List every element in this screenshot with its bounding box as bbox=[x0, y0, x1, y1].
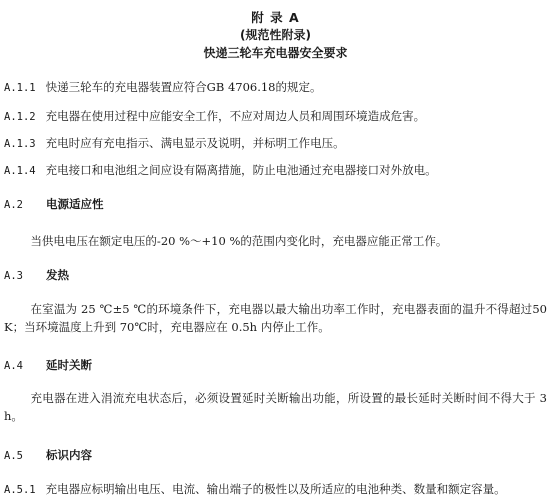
section-heading-a-3 bbox=[4, 267, 547, 284]
clause-a-5-1 bbox=[4, 481, 547, 498]
clause-number: A.1.1 bbox=[4, 82, 36, 94]
clause-a-1-2 bbox=[4, 108, 547, 125]
clause-a-1-1 bbox=[4, 79, 547, 96]
section-paragraph-a-4: 充电器在进入涓流充电状态后，必须设置延时关断输出功能，所设置的最长延时关断时间不得大于 3 h。 bbox=[4, 391, 547, 423]
clause-text: 快递三轮车的充电器装置应符合GB 4706.18的规定。 bbox=[45, 80, 322, 94]
clause-text: 充电时应有充电指示、满电显示及说明，并标明工作电压。 bbox=[45, 136, 345, 150]
clause-text: 充电器应标明输出电压、电流、输出端子的极性以及所适应的电池种类、数量和额定容量。 bbox=[45, 482, 506, 496]
appendix-title: 附 录 A bbox=[251, 10, 300, 25]
section-number: A.4 bbox=[4, 360, 23, 372]
section-title: 延时关断 bbox=[46, 358, 93, 372]
section-title: 发热 bbox=[46, 268, 70, 282]
section-title: 电源适应性 bbox=[46, 197, 104, 211]
section-paragraph-a-2: 当供电电压在额定电压的-20 %～+10 %的范围内变化时，充电器应能正常工作。 bbox=[30, 234, 448, 248]
section-heading-a-4 bbox=[4, 357, 547, 374]
section-paragraph-a-3: 在室温为 25 ℃±5 ℃的环境条件下，充电器以最大输出功率工作时，充电器表面的温升不得超过50K；当环境温度上升到 70℃时，充电器应在 0.5h 内停止工作。 bbox=[4, 302, 547, 334]
clause-number: A.1.2 bbox=[4, 111, 36, 123]
clause-number: A.5.1 bbox=[4, 484, 36, 496]
clause-a-1-3 bbox=[4, 135, 547, 152]
clause-number: A.1.3 bbox=[4, 138, 36, 150]
clause-number: A.1.4 bbox=[4, 165, 36, 177]
section-heading-a-2 bbox=[4, 196, 547, 213]
section-title: 标识内容 bbox=[46, 448, 93, 462]
appendix-type: (规范性附录) bbox=[240, 28, 311, 42]
section-heading-a-5 bbox=[4, 447, 547, 464]
clause-a-1-4 bbox=[4, 162, 547, 179]
clause-text: 充电接口和电池组之间应设有隔离措施，防止电池通过充电器接口对外放电。 bbox=[45, 163, 437, 177]
appendix-subtitle: 快递三轮车充电器安全要求 bbox=[203, 46, 348, 60]
section-number: A.2 bbox=[4, 199, 23, 211]
section-number: A.5 bbox=[4, 450, 23, 462]
clause-text: 充电器在使用过程中应能安全工作，不应对周边人员和周围环境造成危害。 bbox=[45, 109, 426, 123]
section-number: A.3 bbox=[4, 270, 23, 282]
